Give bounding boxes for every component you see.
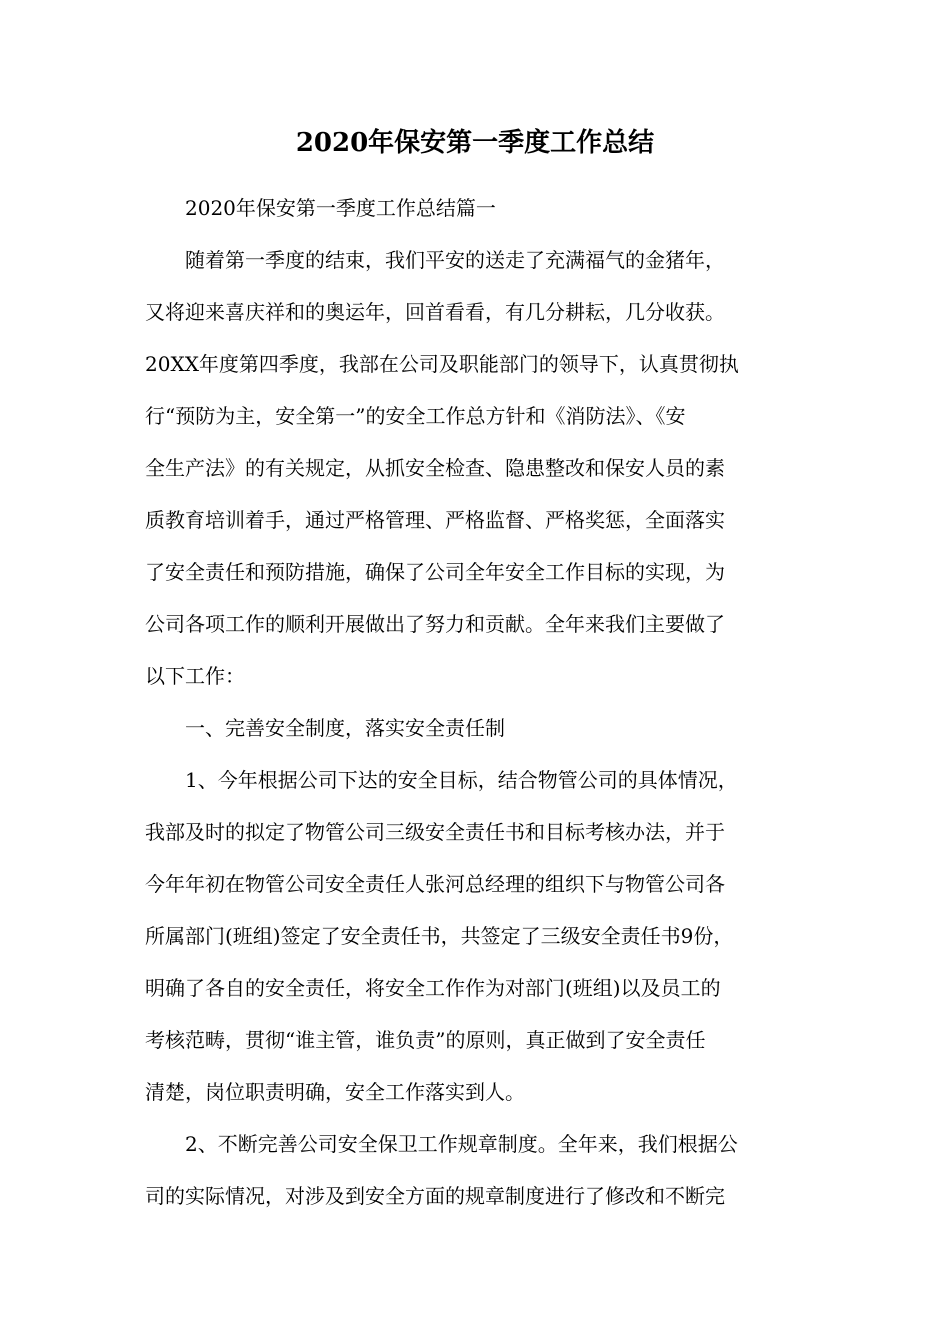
text-line: 质教育培训着手，通过严格管理、严格监督、严格奖惩，全面落实 [145,508,725,532]
paragraph-intro [145,234,807,702]
text-line: 2、不断完善公司安全保卫工作规章制度。全年来，我们根据公 [185,1132,738,1156]
paragraph-item-2 [145,1118,807,1222]
text-line: 考核范畴，贯彻“谁主管，谁负责”的原则，真正做到了安全责任 [145,1028,706,1052]
paragraph-item-1 [145,754,807,1118]
text-line: 全生产法》的有关规定，从抓安全检查、隐患整改和保安人员的素 [145,456,725,480]
text-line: 以下工作： [145,664,245,688]
text-line: 明确了各自的安全责任，将安全工作作为对部门(班组)以及员工的 [145,976,721,1000]
text-line: 公司各项工作的顺利开展做出了努力和贡献。全年来我们主要做了 [145,612,725,636]
text-line: 我部及时的拟定了物管公司三级安全责任书和目标考核办法，并于 [145,820,725,844]
text-line: 司的实际情况，对涉及到安全方面的规章制度进行了修改和不断完 [145,1184,725,1208]
text-line: 今年年初在物管公司安全责任人张河总经理的组织下与物管公司各 [145,872,725,896]
document-body [145,182,807,1222]
text-line: 行“预防为主，安全第一”的安全工作总方针和《消防法》、《安 [145,404,686,428]
text-line: 20XX年度第四季度，我部在公司及职能部门的领导下，认真贯彻执 [145,352,739,376]
text-line: 清楚，岗位职责明确，安全工作落实到人。 [145,1080,525,1104]
text-line: 随着第一季度的结束，我们平安的送走了充满福气的金猪年， [185,248,725,272]
text-line: 1、今年根据公司下达的安全目标，结合物管公司的具体情况， [185,768,738,792]
text-line: 2020年保安第一季度工作总结篇一 [185,196,496,220]
section-heading [145,702,807,754]
text-line: 一、完善安全制度，落实安全责任制 [185,716,505,740]
paragraph-subtitle [145,182,807,234]
text-line: 所属部门(班组)签定了安全责任书，共签定了三级安全责任书9份， [145,924,734,948]
text-line: 又将迎来喜庆祥和的奥运年，回首看看，有几分耕耘，几分收获。 [145,300,725,324]
document-title: 2020年保安第一季度工作总结 [295,128,655,158]
text-line: 了安全责任和预防措施，确保了公司全年安全工作目标的实现，为 [145,560,725,584]
